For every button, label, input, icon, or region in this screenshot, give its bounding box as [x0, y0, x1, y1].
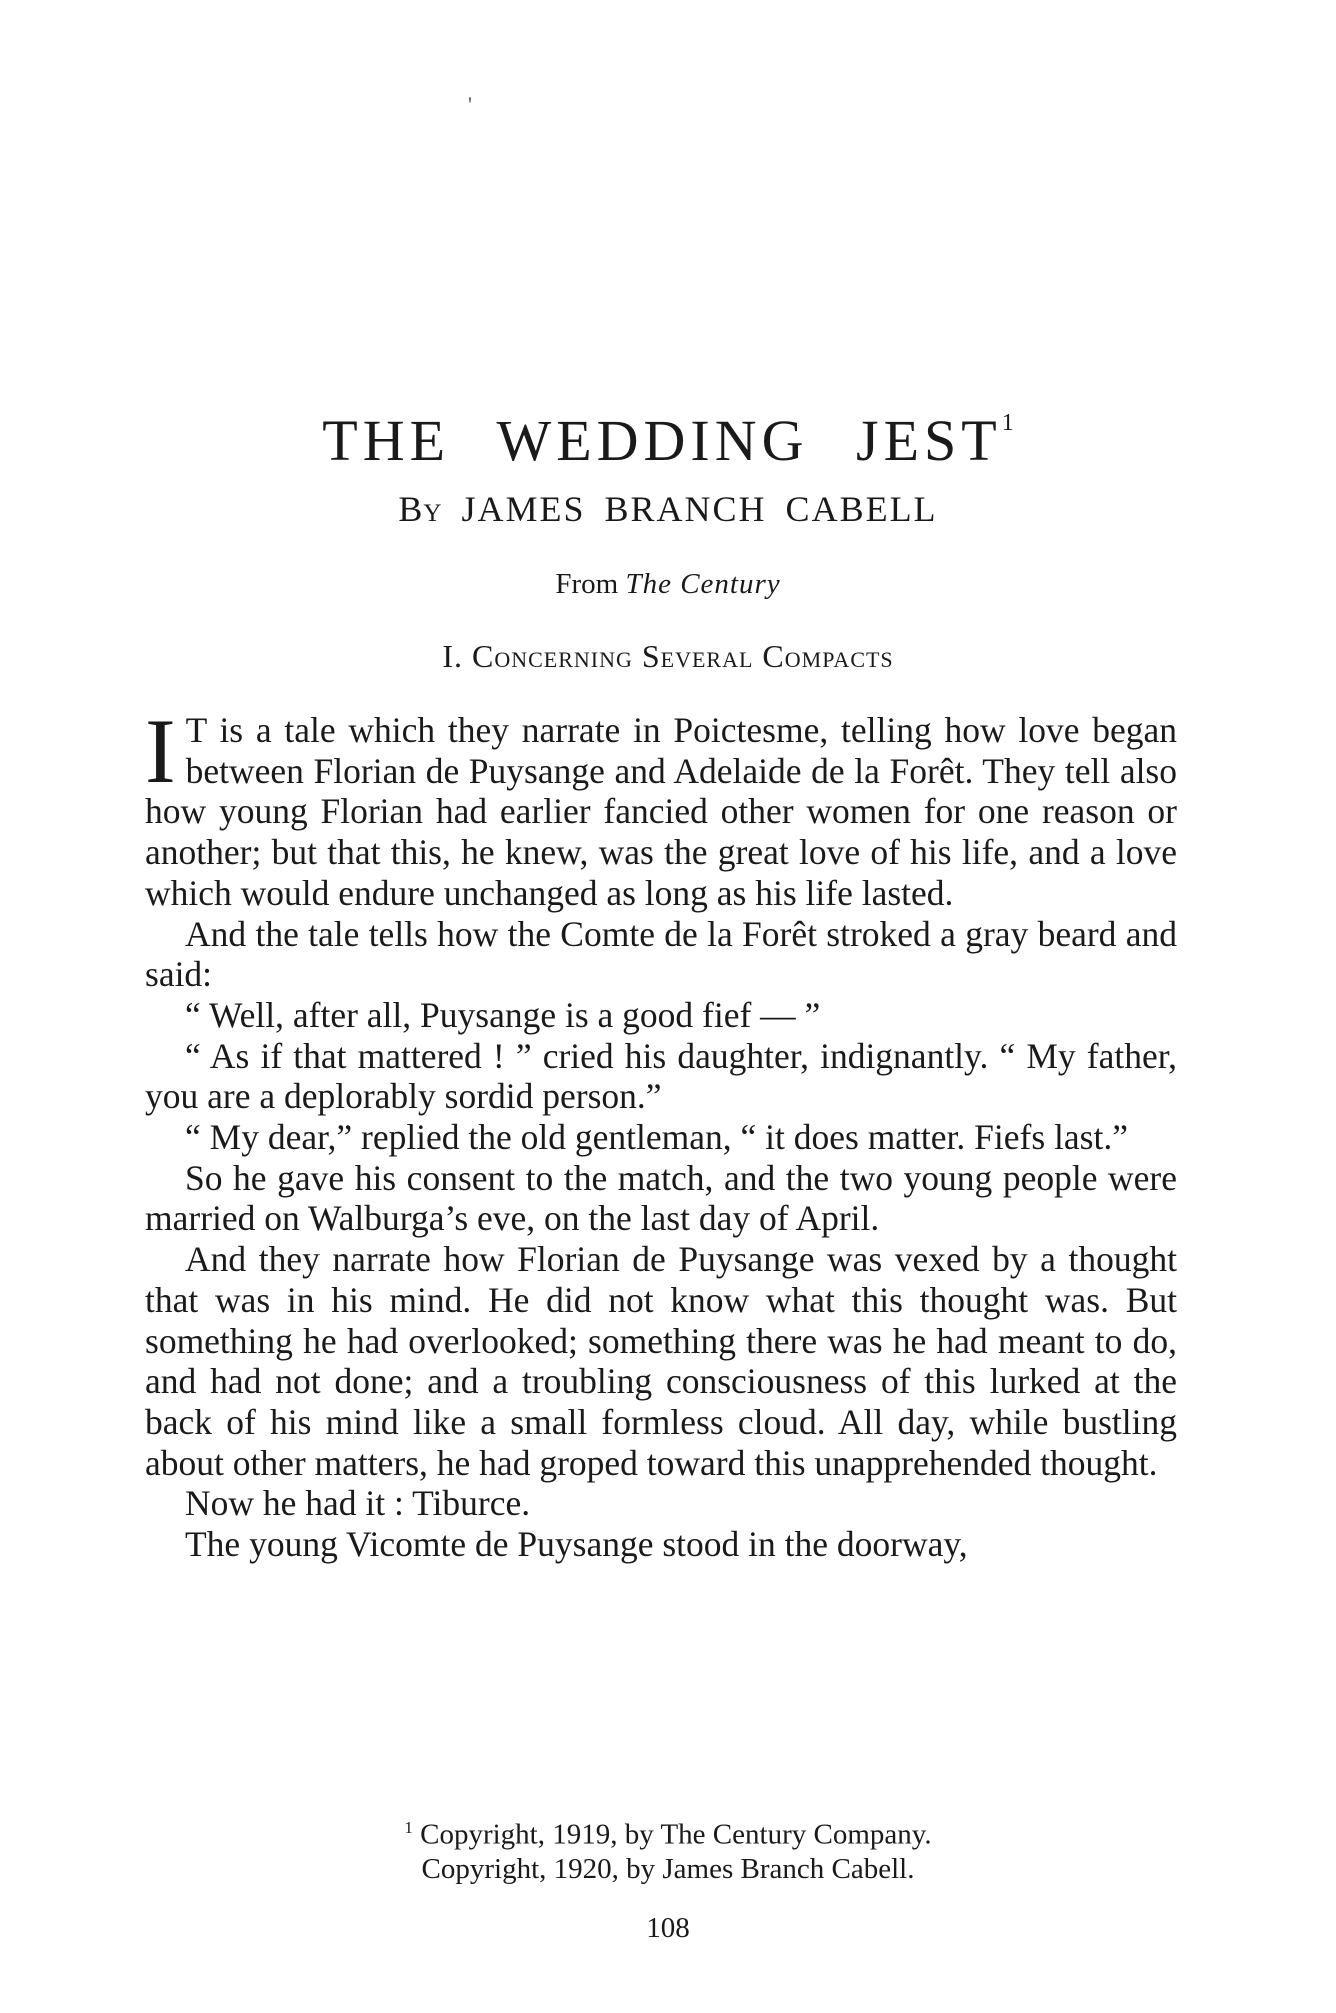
section-number: I. [442, 638, 463, 674]
byline-prefix: By [398, 489, 443, 529]
story-title-text: THE WEDDING JEST [322, 407, 1002, 473]
paragraph-3: “ Well, after all, Puysange is a good fief — ” [185, 994, 821, 1035]
footnote-text-1: Copyright, 1919, by The Century Company. [420, 1818, 932, 1851]
drop-cap: I [145, 700, 176, 802]
footnote-line-1 [0, 1811, 1336, 1852]
author-name: JAMES BRANCH CABELL [461, 489, 938, 529]
paragraph-2: And the tale tells how the Comte de la Forêt stroked a gray beard and said: [145, 913, 1177, 995]
paragraph-5: “ My dear,” replied the old gentleman, “ it does matter. Fiefs last.” [185, 1117, 1128, 1158]
source-line [0, 568, 1336, 601]
section-heading [0, 638, 1336, 675]
paragraph-9: The young Vicomte de Puysange stood in the doorway, [185, 1524, 968, 1565]
paragraph-1 [145, 700, 1177, 914]
paragraph-8: Now he had it : Tiburce. [185, 1483, 531, 1524]
byline [0, 488, 1336, 530]
stray-mark: ' [468, 92, 472, 117]
footnote [0, 1811, 1336, 1886]
title-footnote-marker: 1 [1001, 409, 1014, 436]
paragraph-6: So he gave his consent to the match, and the two young people were married on Walburga’s eve, on the last day of April. [145, 1157, 1177, 1239]
story-body [145, 700, 1177, 1565]
paragraph-7: And they narrate how Florian de Puysange was vexed by a thought that was in his mind. He did not know what this thought was. But something he had overlooked; something there was he had meant to do, and had not done; and a troubling consciousness of this lurked at the back of his mind like a small formless cloud. All day, while bustling about other matters, he had groped toward this unapprehended thought. [145, 1239, 1177, 1483]
footnote-line-2: Copyright, 1920, by James Branch Cabell. [421, 1852, 915, 1885]
page-number: 108 [646, 1912, 690, 1944]
paragraph-4: “ As if that mattered ! ” cried his daughter, indignantly. “ My father, you are a deplorably sordid person.” [145, 1035, 1177, 1117]
paragraph-1-text: T is a tale which they narrate in Poictesme, telling how love began between Florian de Puysange and Adelaide de la Forêt. They tell also how young Florian had earlier fancied other women for one reason or another; but that this, he knew, was the great love of his life, and a love which would endure unchanged as long as his life lasted. [145, 710, 1177, 913]
source-title: The Century [625, 568, 781, 600]
source-prefix: From [555, 568, 619, 600]
story-title [0, 407, 1336, 474]
footnote-marker: 1 [404, 1818, 413, 1837]
section-title: Concerning Several Compacts [471, 638, 894, 674]
